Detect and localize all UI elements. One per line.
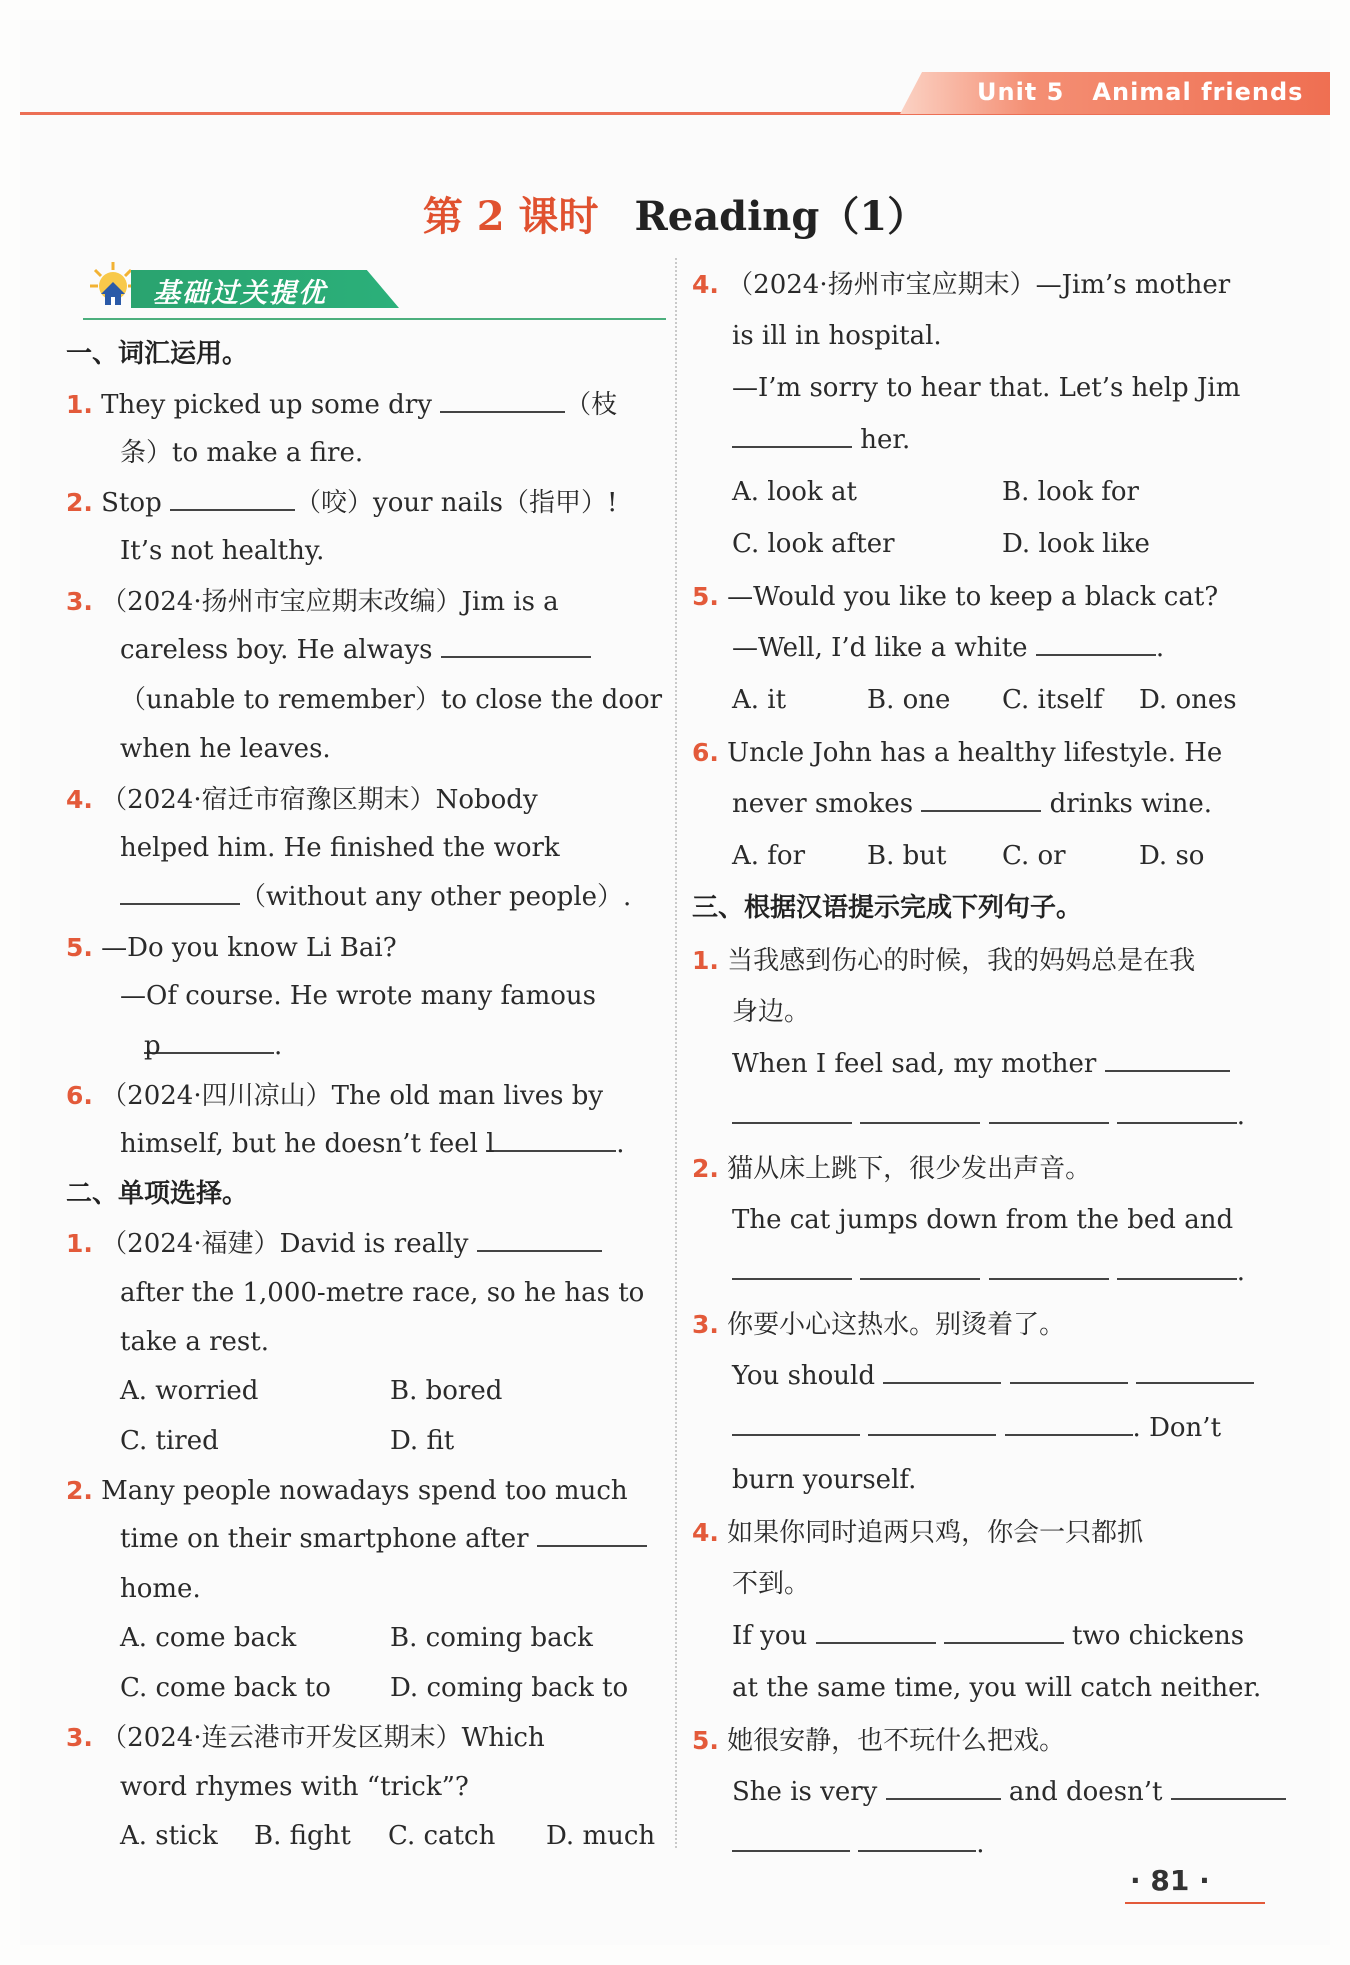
answer-blank[interactable] (1117, 1248, 1237, 1280)
answer-blank[interactable] (860, 1248, 980, 1280)
q1-line1: 1. They picked up some dry （枝 (66, 380, 617, 430)
worksheet-page (20, 20, 1330, 1945)
answer-blank[interactable] (858, 1820, 976, 1852)
m6-option-d[interactable]: D. so (1139, 841, 1205, 871)
t5-line3: . (732, 1820, 985, 1869)
t2-line2: The cat jumps down from the bed and (732, 1205, 1234, 1235)
m1-option-c[interactable]: C. tired (120, 1426, 219, 1456)
answer-blank[interactable] (1010, 1352, 1128, 1384)
t3-line4: burn yourself. (732, 1465, 917, 1495)
m2-line1: 2. Many people nowadays spend too much (66, 1476, 628, 1506)
t2-line1: 2. 猫从床上跳下，很少发出声音。 (692, 1154, 1092, 1184)
answer-blank[interactable] (732, 1404, 860, 1436)
m4-line1: 4. （2024·扬州市宝应期末）—Jim’s mother (692, 270, 1231, 300)
q6-line1: 6. （2024·四川凉山）The old man lives by (66, 1081, 604, 1111)
m2-line3: home. (120, 1574, 201, 1604)
lesson-name: Reading（1） (634, 193, 928, 240)
t5-line2: She is very and doesn’t (732, 1768, 1286, 1817)
m5-line1: 5. —Would you like to keep a black cat? (692, 582, 1219, 612)
answer-blank[interactable] (537, 1515, 647, 1547)
answer-blank[interactable] (441, 626, 591, 658)
answer-blank[interactable] (440, 381, 565, 413)
m4-line3: —I’m sorry to hear that. Let’s help Jim (732, 373, 1241, 403)
page-number: · 81 · (1130, 1864, 1210, 1897)
m3-option-c[interactable]: C. catch (388, 1821, 496, 1851)
section-2-heading: 二、单项选择。 (66, 1179, 249, 1209)
m1-line2: after the 1,000-metre race, so he has to (120, 1278, 645, 1308)
t1-line1: 1. 当我感到伤心的时候，我的妈妈总是在我 (692, 946, 1196, 976)
m6-line2: never smokes drinks wine. (732, 780, 1212, 829)
answer-blank[interactable] (1105, 1040, 1230, 1072)
t3-line2: You should (732, 1352, 1254, 1401)
q5-line1: 5. —Do you know Li Bai? (66, 933, 397, 963)
unit-label: Unit 5 Animal friends (977, 78, 1304, 106)
q4-line1: 4. （2024·宿迁市宿豫区期末）Nobody (66, 785, 538, 815)
m4-option-a[interactable]: A. look at (732, 477, 857, 507)
section-banner (83, 252, 403, 312)
column-divider (675, 258, 677, 1848)
page-title (20, 185, 1330, 242)
q5-line2: —Of course. He wrote many famous (120, 981, 596, 1011)
m1-option-b[interactable]: B. bored (390, 1376, 503, 1406)
house-sun-icon (89, 260, 137, 308)
m1-line1: 1. （2024·福建）David is really (66, 1219, 602, 1269)
t2-line3: . (732, 1248, 1245, 1297)
t3-line3: . Don’t (732, 1404, 1221, 1453)
answer-blank[interactable] (477, 1220, 602, 1252)
answer-blank[interactable] (868, 1404, 996, 1436)
q5-line3: p . (144, 1022, 282, 1071)
t4-line2: 不到。 (732, 1569, 811, 1599)
q4-line2: helped him. He finished the work (120, 833, 560, 863)
m3-option-b[interactable]: B. fight (254, 1821, 351, 1851)
m4-option-b[interactable]: B. look for (1002, 477, 1139, 507)
answer-blank[interactable] (883, 1352, 1001, 1384)
m2-option-b[interactable]: B. coming back (390, 1623, 593, 1653)
q3-line3: （unable to remember）to close the door (120, 685, 663, 715)
banner-text: 基础过关提优 (153, 278, 327, 309)
q2-line1: 2. Stop （咬）your nails（指甲）! (66, 478, 617, 528)
answer-blank[interactable]: l (486, 1120, 616, 1152)
answer-blank[interactable] (944, 1612, 1064, 1644)
m2-option-a[interactable]: A. come back (120, 1623, 297, 1653)
t3-line1: 3. 你要小心这热水。别烫着了。 (692, 1310, 1066, 1340)
m5-line2: —Well, I’d like a white . (732, 624, 1164, 673)
answer-blank[interactable] (989, 1248, 1109, 1280)
m5-option-d[interactable]: D. ones (1139, 685, 1237, 715)
t4-line4: at the same time, you will catch neither. (732, 1673, 1262, 1703)
m1-option-a[interactable]: A. worried (120, 1376, 259, 1406)
answer-blank[interactable] (170, 479, 295, 511)
section-3-heading: 三、根据汉语提示完成下列句子。 (692, 893, 1083, 923)
answer-blank[interactable]: p (144, 1022, 274, 1054)
q4-line3: （without any other people）. (120, 873, 631, 922)
answer-blank[interactable] (120, 873, 240, 905)
answer-blank[interactable] (860, 1092, 980, 1124)
q3-line4: when he leaves. (120, 734, 331, 764)
page-number-underline (1125, 1902, 1265, 1904)
m2-option-d[interactable]: D. coming back to (390, 1673, 629, 1703)
m4-line4: her. (732, 416, 910, 465)
answer-blank[interactable] (989, 1092, 1109, 1124)
m5-option-c[interactable]: C. itself (1002, 685, 1103, 715)
t4-line3: If you two chickens (732, 1612, 1244, 1661)
answer-blank[interactable] (921, 780, 1041, 812)
m5-option-b[interactable]: B. one (867, 685, 951, 715)
answer-blank[interactable] (1117, 1092, 1237, 1124)
m2-line2: time on their smartphone after (120, 1515, 647, 1564)
m3-option-d[interactable]: D. much (546, 1821, 656, 1851)
answer-blank[interactable] (732, 1092, 852, 1124)
answer-blank[interactable] (1171, 1768, 1286, 1800)
m6-option-c[interactable]: C. or (1002, 841, 1066, 871)
m1-line3: take a rest. (120, 1327, 269, 1357)
q1-line2: 条）to make a fire. (120, 438, 364, 468)
banner-rule (83, 318, 666, 320)
m4-option-d[interactable]: D. look like (1002, 529, 1150, 559)
q3-line2: careless boy. He always (120, 626, 591, 675)
t1-line4: . (732, 1092, 1245, 1141)
m3-option-a[interactable]: A. stick (120, 1821, 218, 1851)
m4-option-c[interactable]: C. look after (732, 529, 895, 559)
section-1-heading: 一、词汇运用。 (66, 339, 249, 369)
t4-line1: 4. 如果你同时追两只鸡，你会一只都抓 (692, 1518, 1144, 1548)
answer-blank[interactable] (1005, 1404, 1133, 1436)
q3-line1: 3. （2024·扬州市宝应期末改编）Jim is a (66, 587, 559, 617)
m6-option-b[interactable]: B. but (867, 841, 947, 871)
answer-blank[interactable] (1136, 1352, 1254, 1384)
m4-line2: is ill in hospital. (732, 321, 942, 351)
answer-blank[interactable] (732, 1248, 852, 1280)
answer-blank[interactable] (732, 416, 852, 448)
answer-blank[interactable] (816, 1612, 936, 1644)
t5-line1: 5. 她很安静，也不玩什么把戏。 (692, 1726, 1066, 1756)
q2-line2: It’s not healthy. (120, 536, 325, 566)
t1-line3: When I feel sad, my mother (732, 1040, 1230, 1089)
m1-option-d[interactable]: D. fit (390, 1426, 455, 1456)
m2-option-c[interactable]: C. come back to (120, 1673, 331, 1703)
q6-line2: himself, but he doesn’t feel l . (120, 1120, 624, 1169)
answer-blank[interactable] (886, 1768, 1001, 1800)
m3-line2: word rhymes with “trick”? (120, 1772, 469, 1802)
m3-line1: 3. （2024·连云港市开发区期末）Which (66, 1723, 545, 1753)
t1-line2: 身边。 (732, 997, 811, 1027)
m6-line1: 6. Uncle John has a healthy lifestyle. He (692, 738, 1223, 768)
answer-blank[interactable] (1036, 624, 1156, 656)
m6-option-a[interactable]: A. for (732, 841, 806, 871)
answer-blank[interactable] (732, 1820, 850, 1852)
m5-option-a[interactable]: A. it (732, 685, 787, 715)
lesson-number: 第 2 课时 (422, 193, 599, 240)
